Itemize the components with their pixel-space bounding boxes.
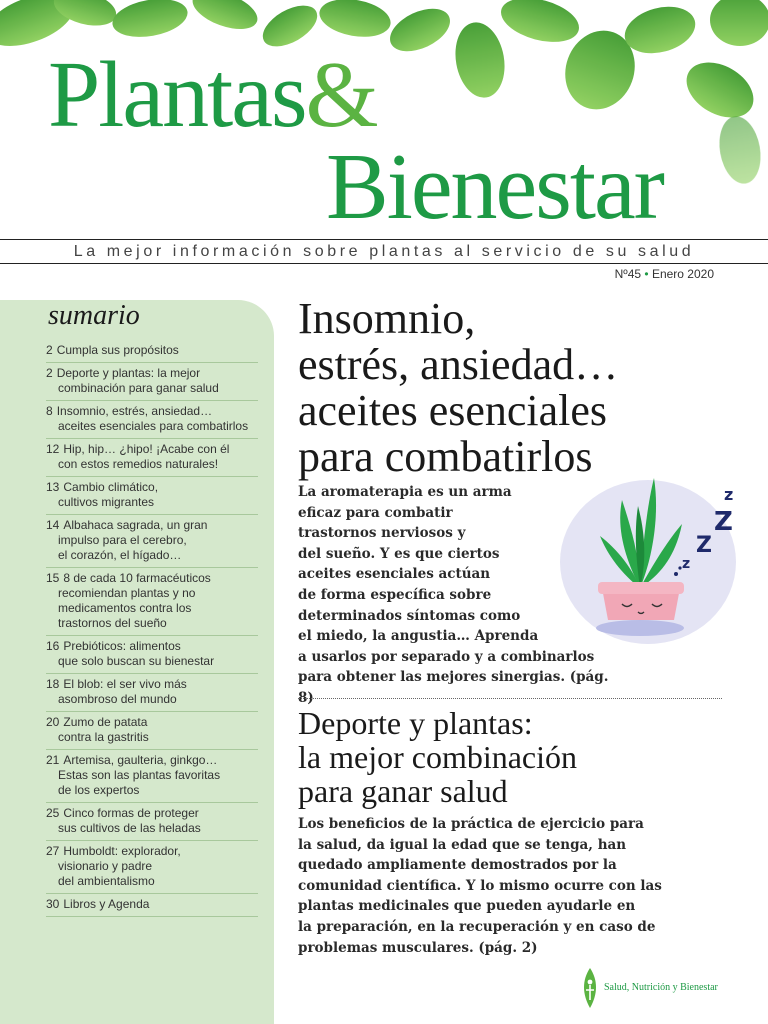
sumario-item[interactable] xyxy=(46,674,258,712)
article-divider xyxy=(298,698,722,699)
sumario-item[interactable] xyxy=(46,515,258,568)
sumario-item-text: Insomnio, estrés, ansiedad… xyxy=(56,404,213,418)
text-line: eficaz para combatir xyxy=(298,504,453,521)
svg-text:z: z xyxy=(724,485,734,504)
sumario-item-text: de los expertos xyxy=(58,783,140,797)
sumario-item[interactable] xyxy=(46,568,258,636)
sumario-item-text: sus cultivos de las heladas xyxy=(58,821,201,835)
sumario-item[interactable] xyxy=(46,750,258,803)
text-line: estrés, ansiedad… xyxy=(298,340,619,389)
sumario-item-page: 8 xyxy=(46,404,53,418)
sumario-item[interactable] xyxy=(46,712,258,750)
sumario-item[interactable] xyxy=(46,363,258,401)
text-line: para combatirlos xyxy=(298,432,593,481)
sleeping-plant-illustration xyxy=(556,470,746,650)
sumario-item-page: 21 xyxy=(46,753,60,767)
sumario-item-text: medicamentos contra los xyxy=(58,601,192,615)
sumario-item-page: 25 xyxy=(46,806,60,820)
article-2-summary xyxy=(298,814,728,958)
sumario-item-page: 12 xyxy=(46,442,60,456)
issue-separator: • xyxy=(644,267,649,281)
svg-text:Z: Z xyxy=(696,533,712,558)
masthead-ampersand: & xyxy=(305,43,377,147)
text-line: la mejor combinación xyxy=(298,739,578,775)
text-line: a usarlos por separado y a combinarlos xyxy=(298,648,595,665)
sumario-item[interactable] xyxy=(46,894,258,917)
sumario-item-page: 20 xyxy=(46,715,60,729)
text-line: aceites esenciales xyxy=(298,386,608,435)
text-line: para ganar salud xyxy=(298,773,508,809)
text-line: determinados síntomas como xyxy=(298,607,521,624)
sumario-item-text: Deporte y plantas: la mejor xyxy=(56,366,201,380)
text-line: Los beneficios de la práctica de ejercicio para xyxy=(298,816,644,832)
text-line: Insomnio, xyxy=(298,294,476,343)
sumario-item-page: 30 xyxy=(46,897,60,911)
text-line: quedado ampliamente demostrados por la xyxy=(298,857,617,874)
svg-text:Z: Z xyxy=(714,507,733,537)
text-line: la salud, da igual la edad que se tenga, han xyxy=(298,836,627,853)
article-2-headline[interactable] xyxy=(298,706,748,808)
sumario-item-page: 15 xyxy=(46,571,60,585)
footer-brand: Salud, Nutrición y Bienestar xyxy=(604,982,718,993)
sumario-item-text: contra la gastritis xyxy=(58,730,149,744)
sumario-item-text: El blob: el ser vivo más xyxy=(63,677,187,691)
sumario-item[interactable] xyxy=(46,636,258,674)
sumario-item-text: visionario y padre xyxy=(58,859,153,873)
sumario-title: sumario xyxy=(48,300,140,331)
text-line: trastornos nerviosos y xyxy=(298,525,466,542)
masthead-top-rule xyxy=(0,239,768,240)
masthead-word-bienestar: Bienestar xyxy=(326,135,663,239)
article-1-headline[interactable] xyxy=(298,296,748,480)
issue-number: Nº45 xyxy=(614,267,642,281)
sumario-item-page: 18 xyxy=(46,677,60,691)
sumario-item-text: cultivos migrantes xyxy=(58,495,155,509)
sumario-item-page: 16 xyxy=(46,639,60,653)
text-line: comunidad científica. Y lo mismo ocurre con las xyxy=(298,877,662,894)
text-line: para obtener las mejores sinergias. (pág. 8) xyxy=(298,669,609,706)
sumario-item-text: Prebióticos: alimentos xyxy=(63,639,181,653)
sumario-item-text: del ambientalismo xyxy=(58,874,155,888)
leaf-person-logo-icon xyxy=(580,966,600,1010)
sumario-item-page: 14 xyxy=(46,518,60,532)
sumario-item-page: 2 xyxy=(46,366,53,380)
tagline: La mejor información sobre plantas al servicio de su salud xyxy=(73,243,695,260)
sumario-item-text: combinación para ganar salud xyxy=(58,381,219,395)
svg-text:z: z xyxy=(682,556,691,572)
text-line: Deporte y plantas: xyxy=(298,705,533,741)
sumario-item-text: con estos remedios naturales! xyxy=(58,457,219,471)
sumario-item-text: Zumo de patata xyxy=(63,715,148,729)
masthead-word-plantas: Plantas xyxy=(48,43,306,147)
sumario-item-text: Humboldt: explorador, xyxy=(63,844,181,858)
text-line: plantas medicinales que pueden ayudarle en xyxy=(298,898,636,915)
masthead-bottom-rule xyxy=(0,263,768,264)
pot-rim xyxy=(598,582,684,594)
sumario-item[interactable] xyxy=(46,477,258,515)
masthead-title xyxy=(48,43,377,147)
sumario-item-text: 8 de cada 10 farmacéuticos xyxy=(63,571,211,585)
sumario-item-text: el corazón, el hígado… xyxy=(58,548,182,562)
sumario-item-text: Hip, hip… ¿hipo! ¡Acabe con él xyxy=(63,442,230,456)
issue-info xyxy=(615,267,714,281)
text-line: el miedo, la angustia… Aprenda xyxy=(298,628,539,645)
sumario-item-text: Cambio climático, xyxy=(63,480,159,494)
sumario-item-text: Cumpla sus propósitos xyxy=(56,343,179,357)
text-line: la preparación, en la recuperación y en caso de xyxy=(298,918,656,935)
issue-date: Enero 2020 xyxy=(651,267,714,281)
sumario-item[interactable] xyxy=(46,439,258,477)
sumario-item-text: asombroso del mundo xyxy=(58,692,177,706)
sumario-item-text: Albahaca sagrada, un gran xyxy=(63,518,208,532)
text-line: La aromaterapia es un arma xyxy=(298,484,512,500)
sumario-item-text: Artemisa, gaulteria, ginkgo… xyxy=(63,753,218,767)
text-line: del sueño. Y es que ciertos xyxy=(298,545,500,562)
sumario-item[interactable] xyxy=(46,340,258,363)
sumario-item[interactable] xyxy=(46,841,258,894)
sumario-item-text: trastornos del sueño xyxy=(58,616,167,630)
text-line: de forma específica sobre xyxy=(298,586,492,603)
sumario-item[interactable] xyxy=(46,401,258,439)
text-line: aceites esenciales actúan xyxy=(298,566,491,583)
sumario-item-text: recomiendan plantas y no xyxy=(58,586,196,600)
sumario-item-text: aceites esenciales para combatirlos xyxy=(58,419,249,433)
sumario-list xyxy=(46,340,258,917)
sumario-item-page: 13 xyxy=(46,480,60,494)
sumario-item-text: Libros y Agenda xyxy=(63,897,150,911)
sumario-item[interactable] xyxy=(46,803,258,841)
sumario-item-text: impulso para el cerebro, xyxy=(58,533,187,547)
sumario-item-page: 2 xyxy=(46,343,53,357)
sumario-item-text: Cinco formas de proteger xyxy=(63,806,199,820)
text-line: problemas musculares. (pág. 2) xyxy=(298,939,538,956)
sumario-item-text: que solo buscan su bienestar xyxy=(58,654,215,668)
sumario-item-text: Estas son las plantas favoritas xyxy=(58,768,221,782)
illustration-saucer xyxy=(596,620,684,636)
sumario-item-page: 27 xyxy=(46,844,60,858)
